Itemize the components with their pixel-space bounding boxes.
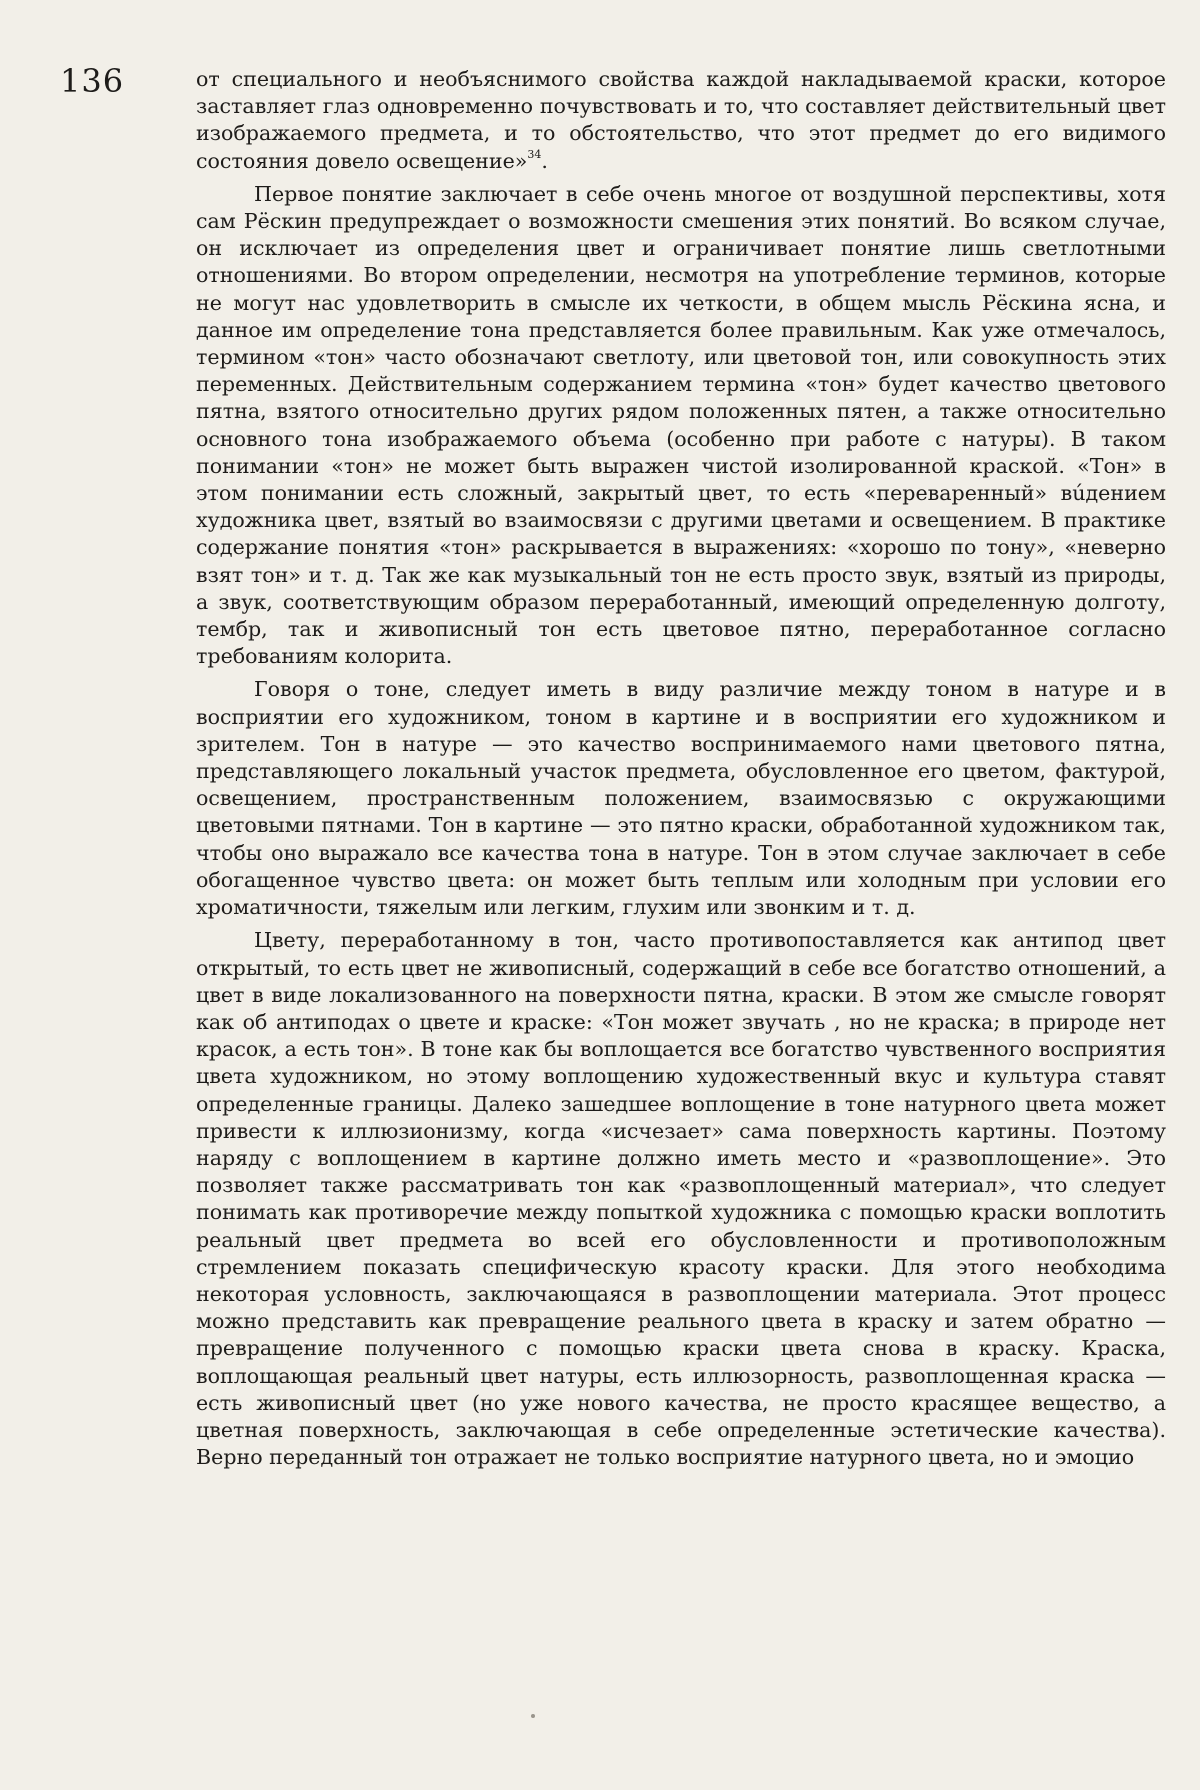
paragraph: Цвету, переработанному в тон, часто противопоставляется как антипод цвет открытый, то есть цвет не живописный, содержащий в себе все бо­гатство отношений, а цвет в виде локализованного на поверхности пятна, краски. В этом же смысле говорят как об антиподах о цвете и краске: «Тон может звучать , но не краска; в природе нет красок, а есть тон». В тоне как бы воплощается все богатство чувственного восприятия цвета художником, но этому воплощению художественный вкус и культура ставят определенные границы. Далеко зашедшее воплощение в тоне натурного цвета может при­вести к иллюзионизму, когда «исчезает» сама поверхность картины. Поэтому наряду с воплощением в картине должно иметь место и «развоплощение». Это позволяет также рассматривать тон как «развоплощенный материал», что следует понимать как противоречие между попыткой художника с по­мощью краски воплотить реальный цвет предмета во всей его обусловленно­сти и противоположным стремлением показать специфическую красоту краски. Для этого необходима некоторая условность, заключающаяся в раз­воплощении материала. Этот процесс можно представить как превращение реального цвета в краску и затем обратно — превращение полученного с по­мощью краски цвета снова в краску. Краска, воплощающая реальный цвет натуры, есть иллюзорность, развоплощенная краска — есть живописный цвет (но уже нового качества, не просто красящее вещество, а цветная поверх­ность, заключающая в себе определенные эстетические качества). Верно пе­реданный тон отражает не только восприятие натурного цвета, но и эмоцио­ (196, 927, 1166, 1471)
paragraph: Первое понятие заключает в себе очень многое от воздушной перспек­тивы, хотя сам Рёскин предупреждает о возможности смешения этих понятий. Во всяком случае, он исключает из определения цвет и ограни­чивает понятие лишь светлотными отношениями. Во втором определении, несмотря на употребление терминов, которые не могут нас удовлетворить в смысле их четкости, в общем мысль Рёскина ясна, и данное им определе­ние тона представляется более правильным. Как уже отмечалось, термином «тон» часто обозначают светлоту, или цветовой тон, или совокупность этих переменных. Действительным содержанием термина «тон» будет качество цветового пятна, взятого относительно других рядом положенных пятен, а также относительно основного тона изображаемого объема (особенно при работе с натуры). В таком понимании «тон» не может быть выражен чистой изолированной краской. «Тон» в этом понимании есть сложный, закрытый цвет, то есть «переваренный» вúдением художника цвет, взятый во взаимо­связи с другими цветами и освещением. В практике содержание понятия «тон» раскрывается в выражениях: «хорошо по тону», «неверно взят тон» и т. д. Так же как музыкальный тон не есть просто звук, взятый из природы, а звук, соответствующим образом переработанный, имеющий определенную долготу, тембр, так и живописный тон есть цветовое пятно, переработанное согласно требованиям колорита. (196, 181, 1166, 671)
footnote-marker: 34 (527, 148, 541, 161)
paragraph: Говоря о тоне, следует иметь в виду различие между тоном в натуре и в восприятии его художником, тоном в картине и в восприятии его художни­ком и зрителем. Тон в натуре — это качество воспринимаемого нами цветового пятна, представляющего локальный участок предмета, обуслов­ленное его цветом, фактурой, освещением, пространственным положе­нием, взаимосвязью с окружающими цветовыми пятнами. Тон в кар­тине — это пятно краски, обработанной художником так, чтобы оно выражало все качества тона в натуре. Тон в этом случае заключает в себе обогащенное чувство цвета: он может быть теплым или холод­ным при условии его хроматичности, тяжелым или легким, глухим или звонким и т. д. (196, 676, 1166, 921)
paragraph-continuation (196, 66, 1166, 175)
body-text (196, 66, 1166, 1471)
paragraph-text: от специального и необъяснимого свойства каждой накладываемой краски, которое заставляет глаз одновременно почувствовать и то, что составляет действительный цвет изображаемого предмета, и то обстоятельство, что этот предмет до его видимого состояния довело освещение» (196, 67, 1166, 173)
paragraph-tail: . (541, 149, 548, 173)
page-number: 136 (60, 62, 124, 100)
print-speck (531, 1714, 535, 1718)
